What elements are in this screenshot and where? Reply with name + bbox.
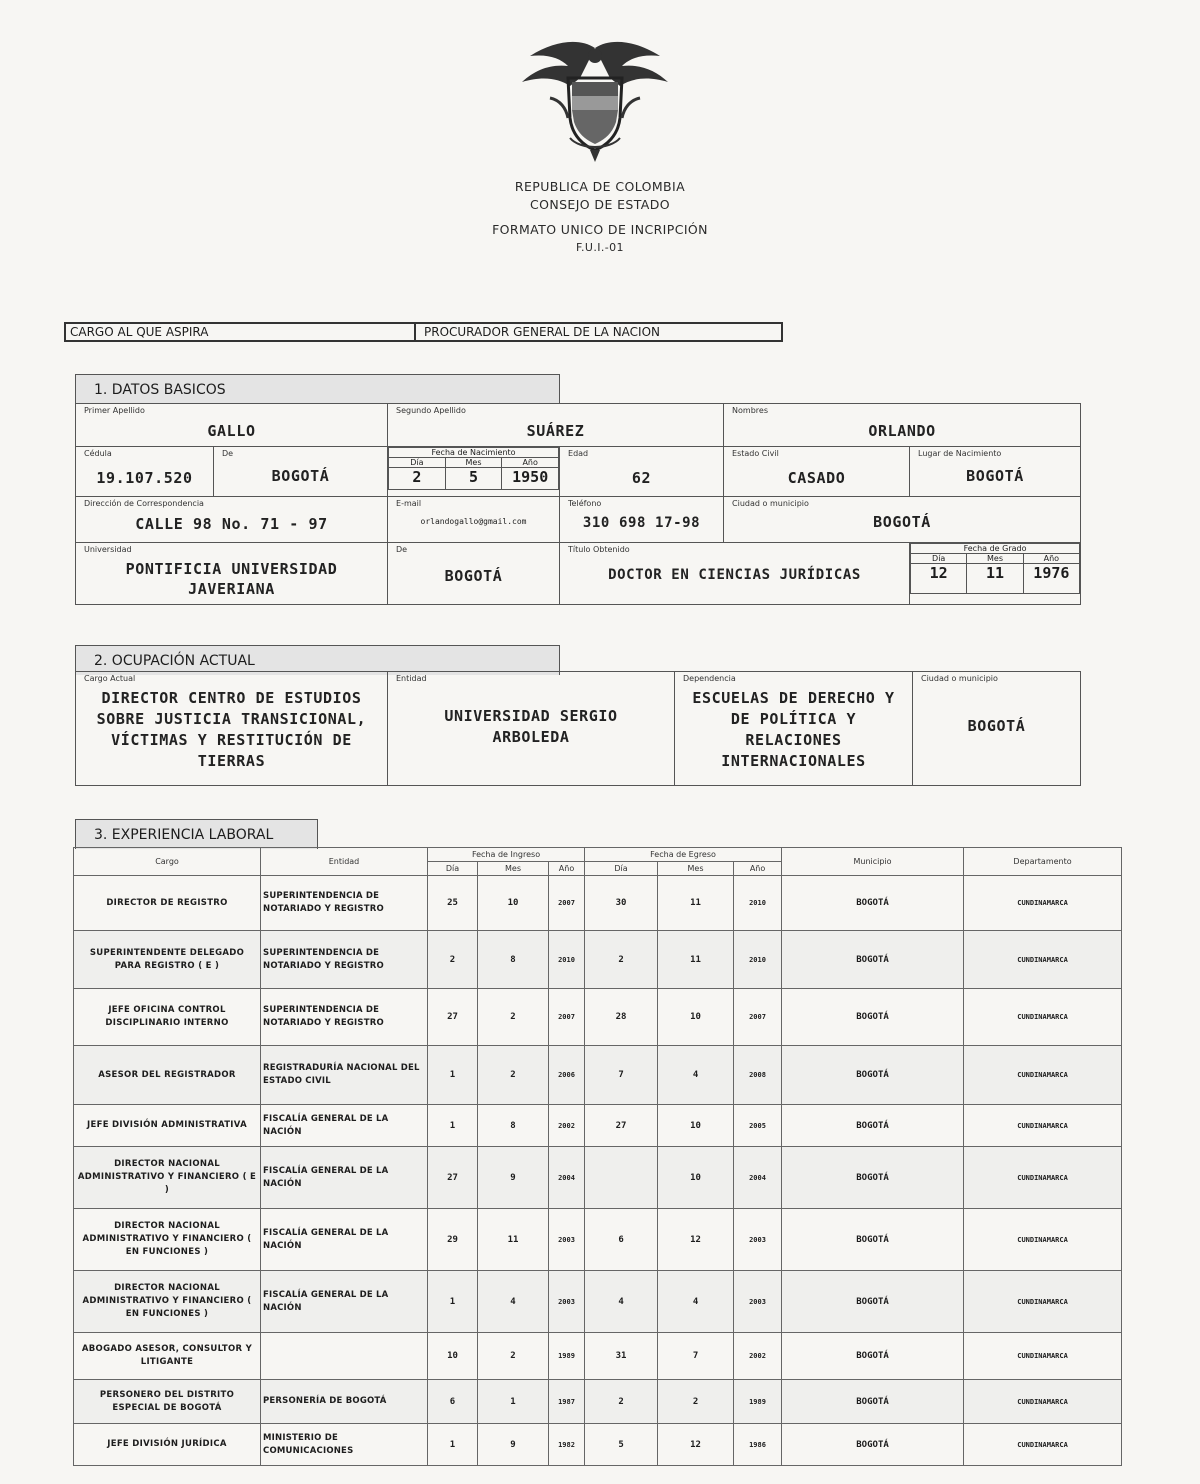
dependencia-cell: Dependencia ESCUELAS DE DERECHO Y DE POLÍTICA Y RELACIONES INTERNACIONALES xyxy=(675,672,913,786)
table-row xyxy=(74,1147,1122,1209)
ciudad-actual-value: BOGOTÁ xyxy=(967,717,1026,735)
cell-id: 25 xyxy=(428,876,478,931)
cell-mun: BOGOTÁ xyxy=(782,1333,964,1380)
cell-entidad: MINISTERIO DE COMUNICACIONES xyxy=(261,1424,428,1466)
table-row xyxy=(74,1209,1122,1271)
primer-apellido-value: GALLO xyxy=(207,422,256,440)
universidad-de-value: BOGOTÁ xyxy=(444,567,503,585)
segundo-apellido-value: SUÁREZ xyxy=(526,422,585,440)
cell-cargo: DIRECTOR NACIONAL ADMINISTRATIVO Y FINANCIERO ( E ) xyxy=(74,1147,261,1209)
cell-em: 10 xyxy=(658,1147,734,1209)
experiencia-rows xyxy=(74,876,1122,1466)
cell-ed: 2 xyxy=(585,931,658,989)
cell-em: 12 xyxy=(658,1424,734,1466)
cell-entidad: REGISTRADURÍA NACIONAL DEL ESTADO CIVIL xyxy=(261,1046,428,1105)
table-row xyxy=(74,989,1122,1046)
cell-cargo: JEFE DIVISIÓN ADMINISTRATIVA xyxy=(74,1105,261,1147)
grado-mes: 11 xyxy=(967,564,1023,594)
cell-id: 2 xyxy=(428,931,478,989)
nombres-value: ORLANDO xyxy=(868,422,936,440)
experiencia-table xyxy=(73,847,1122,1466)
cell-ia: 2010 xyxy=(549,931,585,989)
col-egreso-mes: Mes xyxy=(658,862,734,876)
cell-ed xyxy=(585,1147,658,1209)
cell-ia: 2006 xyxy=(549,1046,585,1105)
cell-dep: CUNDINAMARCA xyxy=(964,1380,1122,1424)
col-cargo: Cargo xyxy=(74,848,261,876)
col-fecha-egreso: Fecha de Egreso xyxy=(585,848,782,862)
lugar-nacimiento-cell: Lugar de Nacimiento BOGOTÁ xyxy=(910,447,1081,497)
cell-ia: 1982 xyxy=(549,1424,585,1466)
fecha-nacimiento-cell: Fecha de Nacimiento Día Mes Año 2 5 1950 xyxy=(388,447,560,497)
col-municipio: Municipio xyxy=(782,848,964,876)
cell-ed: 30 xyxy=(585,876,658,931)
titulo-value: DOCTOR EN CIENCIAS JURÍDICAS xyxy=(608,567,861,583)
cell-ed: 4 xyxy=(585,1271,658,1333)
email-cell: E-mail orlandogallo@gmail.com xyxy=(388,497,560,543)
cell-im: 4 xyxy=(478,1271,549,1333)
cell-ia: 2003 xyxy=(549,1271,585,1333)
header-form-code: F.U.I.-01 xyxy=(576,241,624,254)
cell-ea: 1986 xyxy=(734,1424,782,1466)
cedula-cell: Cédula 19.107.520 xyxy=(76,447,214,497)
section-experiencia-title: 3. EXPERIENCIA LABORAL xyxy=(75,819,318,849)
cell-em: 2 xyxy=(658,1380,734,1424)
cell-mun: BOGOTÁ xyxy=(782,1424,964,1466)
cell-em: 7 xyxy=(658,1333,734,1380)
nac-dia: 2 xyxy=(389,468,446,490)
cargo-aspira-value: PROCURADOR GENERAL DE LA NACION xyxy=(424,325,661,339)
direccion-value: CALLE 98 No. 71 - 97 xyxy=(135,515,328,533)
datos-basicos-table xyxy=(75,403,1081,605)
cell-entidad: FISCALÍA GENERAL DE LA NACIÓN xyxy=(261,1105,428,1147)
cell-dep: CUNDINAMARCA xyxy=(964,1046,1122,1105)
cell-ia: 2007 xyxy=(549,989,585,1046)
cell-entidad: SUPERINTENDENCIA DE NOTARIADO Y REGISTRO xyxy=(261,876,428,931)
direccion-cell: Dirección de Correspondencia CALLE 98 No. 71 - 97 xyxy=(76,497,388,543)
col-ingreso-ano: Año xyxy=(549,862,585,876)
email-value: orlandogallo@gmail.com xyxy=(420,517,527,526)
cell-em: 10 xyxy=(658,989,734,1046)
cell-ia: 2003 xyxy=(549,1209,585,1271)
cell-entidad xyxy=(261,1333,428,1380)
cell-ea: 2010 xyxy=(734,931,782,989)
header-country: REPUBLICA DE COLOMBIA xyxy=(514,179,686,194)
estado-civil-value: CASADO xyxy=(787,469,846,487)
grado-dia: 12 xyxy=(911,564,967,594)
primer-apellido-cell: Primer Apellido GALLO xyxy=(76,404,388,447)
cell-cargo: JEFE DIVISIÓN JURÍDICA xyxy=(74,1424,261,1466)
cell-ed: 31 xyxy=(585,1333,658,1380)
cell-id: 27 xyxy=(428,989,478,1046)
col-fecha-ingreso: Fecha de Ingreso xyxy=(428,848,585,862)
cargo-actual-cell: Cargo Actual DIRECTOR CENTRO DE ESTUDIOS SOBRE JUSTICIA TRANSICIONAL, VÍCTIMAS Y RESTITUCIÓN DE TIERRAS xyxy=(76,672,388,786)
cell-im: 8 xyxy=(478,931,549,989)
cell-entidad: SUPERINTENDENCIA DE NOTARIADO Y REGISTRO xyxy=(261,989,428,1046)
col-departamento: Departamento xyxy=(964,848,1122,876)
cell-im: 2 xyxy=(478,989,549,1046)
cell-ed: 28 xyxy=(585,989,658,1046)
cell-em: 11 xyxy=(658,931,734,989)
cell-cargo: DIRECTOR NACIONAL ADMINISTRATIVO Y FINANCIERO ( EN FUNCIONES ) xyxy=(74,1271,261,1333)
cell-entidad: FISCALÍA GENERAL DE LA NACIÓN xyxy=(261,1271,428,1333)
header-form-title: FORMATO UNICO DE INCRIPCIÓN xyxy=(492,222,708,237)
cell-ea: 2008 xyxy=(734,1046,782,1105)
cell-mun: BOGOTÁ xyxy=(782,989,964,1046)
col-ingreso-mes: Mes xyxy=(478,862,549,876)
cell-cargo: PERSONERO DEL DISTRITO ESPECIAL DE BOGOTÁ xyxy=(74,1380,261,1424)
cell-entidad: PERSONERÍA DE BOGOTÁ xyxy=(261,1380,428,1424)
section-ocupacion-title: 2. OCUPACIÓN ACTUAL xyxy=(75,645,560,675)
header-institution: CONSEJO DE ESTADO xyxy=(529,197,671,212)
cell-id: 1 xyxy=(428,1105,478,1147)
universidad-cell: Universidad PONTIFICIA UNIVERSIDAD JAVERIANA xyxy=(76,543,388,605)
telefono-value: 310 698 17-98 xyxy=(582,515,701,531)
cell-id: 1 xyxy=(428,1424,478,1466)
cedula-value: 19.107.520 xyxy=(96,469,193,487)
cell-ed: 5 xyxy=(585,1424,658,1466)
cell-im: 8 xyxy=(478,1105,549,1147)
cell-em: 11 xyxy=(658,876,734,931)
cell-ed: 2 xyxy=(585,1380,658,1424)
fecha-grado-cell: Fecha de Grado Día Mes Año 12 11 1976 xyxy=(910,543,1081,605)
cell-em: 10 xyxy=(658,1105,734,1147)
cell-ed: 27 xyxy=(585,1105,658,1147)
col-egreso-ano: Año xyxy=(734,862,782,876)
cell-ea: 2004 xyxy=(734,1147,782,1209)
section-datos-basicos-title: 1. DATOS BASICOS xyxy=(75,374,560,404)
cell-ea: 1989 xyxy=(734,1380,782,1424)
cell-mun: BOGOTÁ xyxy=(782,1271,964,1333)
lugar-nacimiento-value: BOGOTÁ xyxy=(966,467,1024,485)
cell-mun: BOGOTÁ xyxy=(782,1380,964,1424)
cargo-aspira-label: CARGO AL QUE ASPIRA xyxy=(66,324,416,340)
cell-cargo: DIRECTOR NACIONAL ADMINISTRATIVO Y FINANCIERO ( EN FUNCIONES ) xyxy=(74,1209,261,1271)
cell-cargo: ASESOR DEL REGISTRADOR xyxy=(74,1046,261,1105)
cell-im: 9 xyxy=(478,1424,549,1466)
coat-of-arms-icon xyxy=(510,38,680,163)
cell-im: 1 xyxy=(478,1380,549,1424)
cell-im: 11 xyxy=(478,1209,549,1271)
cell-ed: 7 xyxy=(585,1046,658,1105)
cell-mun: BOGOTÁ xyxy=(782,1046,964,1105)
universidad-de-cell: De BOGOTÁ xyxy=(388,543,560,605)
nombres-cell: Nombres ORLANDO xyxy=(724,404,1081,447)
cell-mun: BOGOTÁ xyxy=(782,1105,964,1147)
edad-value: 62 xyxy=(631,469,652,487)
col-egreso-dia: Día xyxy=(585,862,658,876)
cell-em: 4 xyxy=(658,1046,734,1105)
cell-id: 29 xyxy=(428,1209,478,1271)
cell-id: 6 xyxy=(428,1380,478,1424)
cell-dep: CUNDINAMARCA xyxy=(964,1333,1122,1380)
estado-civil-cell: Estado Civil CASADO xyxy=(724,447,910,497)
cell-dep: CUNDINAMARCA xyxy=(964,1424,1122,1466)
cell-id: 1 xyxy=(428,1046,478,1105)
cell-mun: BOGOTÁ xyxy=(782,1209,964,1271)
cell-ia: 1987 xyxy=(549,1380,585,1424)
cell-ia: 2007 xyxy=(549,876,585,931)
cell-ea: 2003 xyxy=(734,1271,782,1333)
col-entidad: Entidad xyxy=(261,848,428,876)
cell-dep: CUNDINAMARCA xyxy=(964,1105,1122,1147)
edad-cell: Edad 62 xyxy=(560,447,724,497)
cell-mun: BOGOTÁ xyxy=(782,876,964,931)
cell-im: 10 xyxy=(478,876,549,931)
cell-dep: CUNDINAMARCA xyxy=(964,989,1122,1046)
col-ingreso-dia: Día xyxy=(428,862,478,876)
entidad-actual-value: UNIVERSIDAD SERGIO ARBOLEDA xyxy=(444,707,618,746)
segundo-apellido-cell: Segundo Apellido SUÁREZ xyxy=(388,404,724,447)
table-row xyxy=(74,1046,1122,1105)
entidad-actual-cell: Entidad UNIVERSIDAD SERGIO ARBOLEDA xyxy=(388,672,675,786)
cell-entidad: SUPERINTENDENCIA DE NOTARIADO Y REGISTRO xyxy=(261,931,428,989)
cell-ed: 6 xyxy=(585,1209,658,1271)
cell-entidad: FISCALÍA GENERAL DE LA NACIÓN xyxy=(261,1147,428,1209)
cell-ea: 2007 xyxy=(734,989,782,1046)
cell-dep: CUNDINAMARCA xyxy=(964,1147,1122,1209)
cell-dep: CUNDINAMARCA xyxy=(964,1271,1122,1333)
cell-ia: 2004 xyxy=(549,1147,585,1209)
cell-cargo: ABOGADO ASESOR, CONSULTOR Y LITIGANTE xyxy=(74,1333,261,1380)
cell-mun: BOGOTÁ xyxy=(782,931,964,989)
cell-em: 4 xyxy=(658,1271,734,1333)
cell-id: 10 xyxy=(428,1333,478,1380)
cedula-de-cell: De BOGOTÁ xyxy=(214,447,388,497)
ciudad-cell: Ciudad o municipio BOGOTÁ xyxy=(724,497,1081,543)
titulo-cell: Título Obtenido DOCTOR EN CIENCIAS JURÍDICAS xyxy=(560,543,910,605)
cedula-de-value: BOGOTÁ xyxy=(271,467,330,485)
cell-mun: BOGOTÁ xyxy=(782,1147,964,1209)
cell-ia: 1989 xyxy=(549,1333,585,1380)
cell-ea: 2010 xyxy=(734,876,782,931)
cell-im: 2 xyxy=(478,1333,549,1380)
telefono-cell: Teléfono 310 698 17-98 xyxy=(560,497,724,543)
grado-ano: 1976 xyxy=(1023,564,1079,594)
cell-dep: CUNDINAMARCA xyxy=(964,1209,1122,1271)
table-row xyxy=(74,1424,1122,1466)
cell-ea: 2002 xyxy=(734,1333,782,1380)
cell-dep: CUNDINAMARCA xyxy=(964,876,1122,931)
cell-dep: CUNDINAMARCA xyxy=(964,931,1122,989)
universidad-value: PONTIFICIA UNIVERSIDAD JAVERIANA xyxy=(125,560,338,598)
nac-ano: 1950 xyxy=(502,468,559,490)
table-row xyxy=(74,931,1122,989)
cell-ia: 2002 xyxy=(549,1105,585,1147)
ocupacion-table xyxy=(75,671,1081,786)
table-row xyxy=(74,1271,1122,1333)
cell-ea: 2005 xyxy=(734,1105,782,1147)
dependencia-value: ESCUELAS DE DERECHO Y DE POLÍTICA Y RELACIONES INTERNACIONALES xyxy=(692,689,895,770)
cargo-actual-value: DIRECTOR CENTRO DE ESTUDIOS SOBRE JUSTICIA TRANSICIONAL, VÍCTIMAS Y RESTITUCIÓN DE TIERRAS xyxy=(96,689,367,770)
cell-cargo: DIRECTOR DE REGISTRO xyxy=(74,876,261,931)
cell-em: 12 xyxy=(658,1209,734,1271)
table-row xyxy=(74,1105,1122,1147)
cell-id: 1 xyxy=(428,1271,478,1333)
table-row xyxy=(74,876,1122,931)
ciudad-actual-cell: Ciudad o municipio BOGOTÁ xyxy=(913,672,1081,786)
cell-id: 27 xyxy=(428,1147,478,1209)
cell-cargo: JEFE OFICINA CONTROL DISCIPLINARIO INTERNO xyxy=(74,989,261,1046)
nac-mes: 5 xyxy=(445,468,502,490)
cell-ea: 2003 xyxy=(734,1209,782,1271)
cell-im: 2 xyxy=(478,1046,549,1105)
cell-entidad: FISCALÍA GENERAL DE LA NACIÓN xyxy=(261,1209,428,1271)
table-row xyxy=(74,1380,1122,1424)
cell-cargo: SUPERINTENDENTE DELEGADO PARA REGISTRO ( E ) xyxy=(74,931,261,989)
cargo-aspira-box xyxy=(64,322,783,342)
cell-im: 9 xyxy=(478,1147,549,1209)
ciudad-value: BOGOTÁ xyxy=(873,513,931,531)
table-row xyxy=(74,1333,1122,1380)
